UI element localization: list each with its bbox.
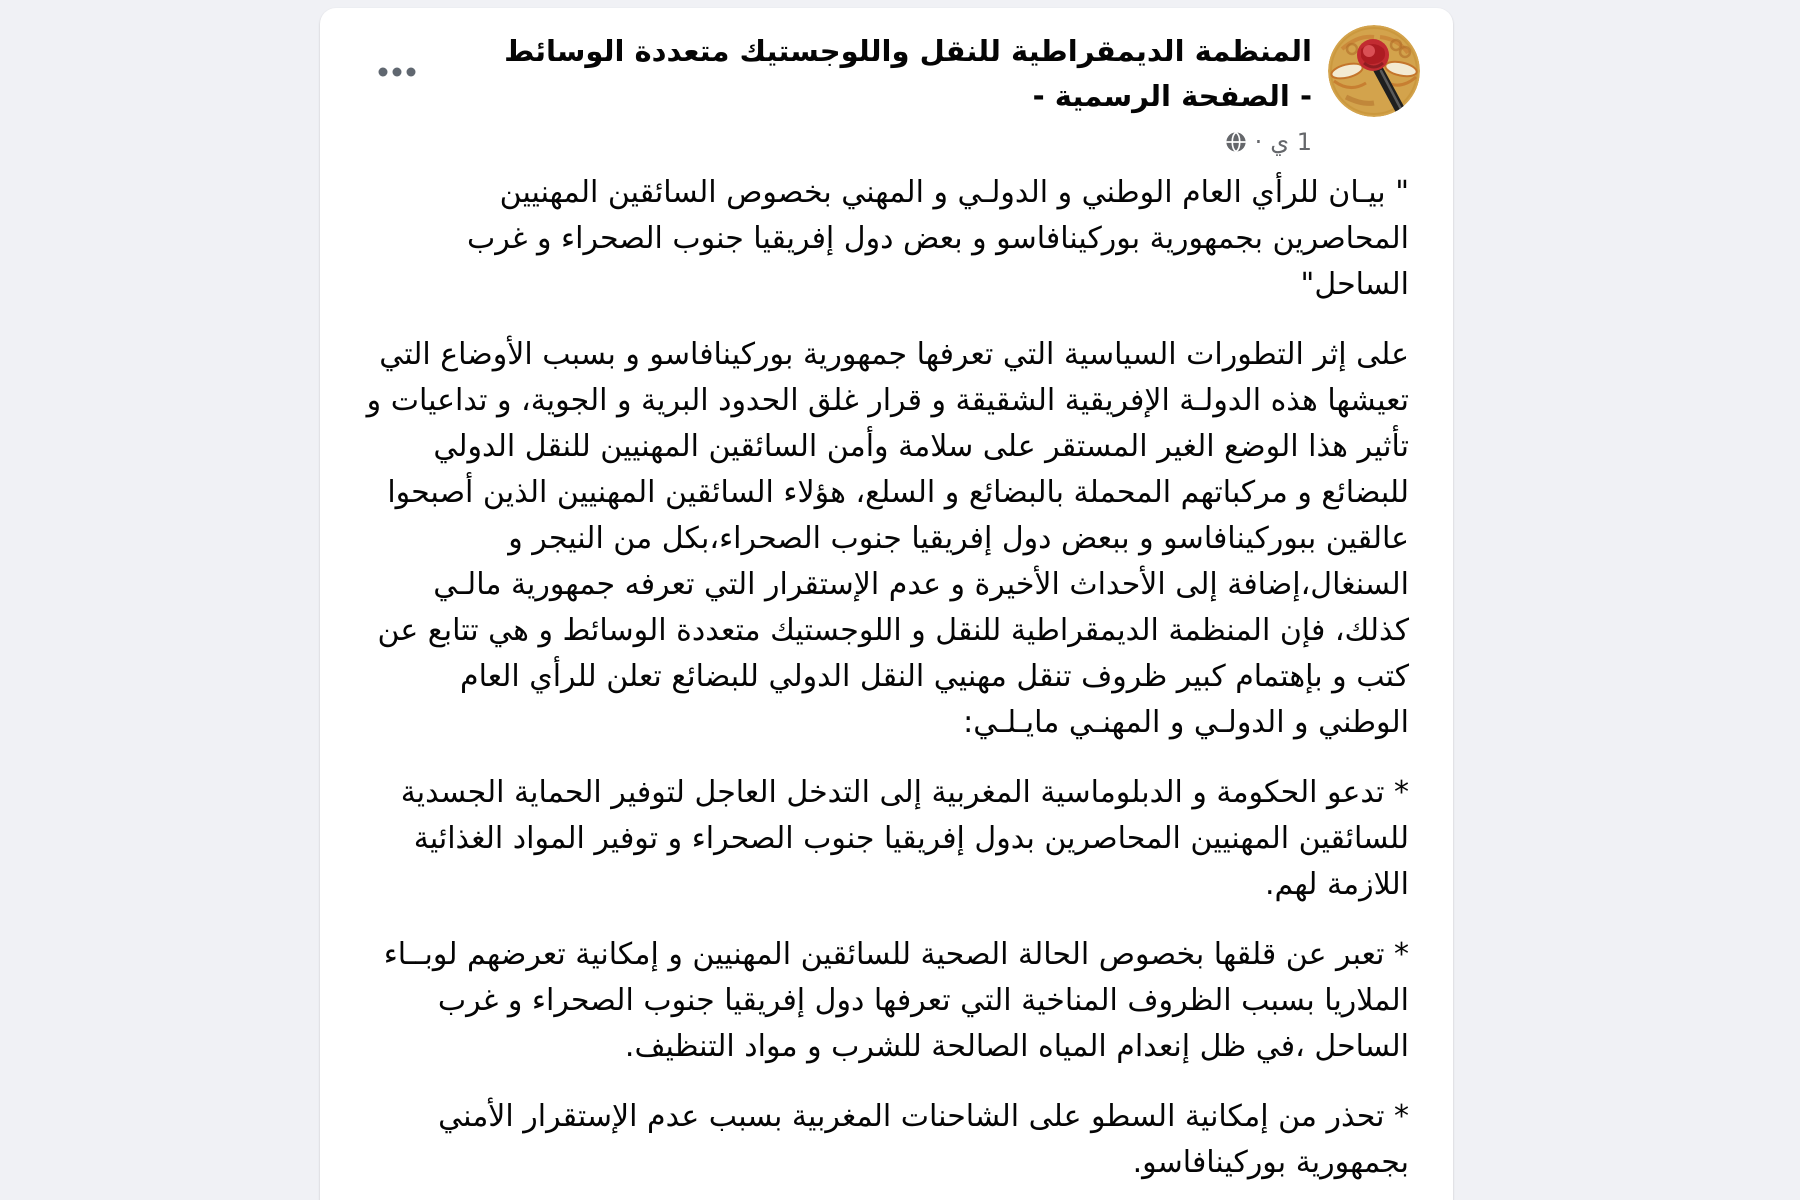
post-paragraph: * تدعو الحكومة و الدبلوماسية المغربية إلى التدخل العاجل لتوفير الحماية الجسدية للسائقين المهنيين المحاصرين بدول إفريقيا جنوب الصحراء و توفير المواد الغذائية اللازمة لهم. (400, 775, 1409, 902)
page-name-link[interactable]: المنظمة الديمقراطية للنقل واللوجستيك متعددة الوسائط - الصفحة الرسمية - (504, 34, 1312, 113)
post-header (320, 8, 1453, 156)
post-paragraph: على إثر التطورات السياسية التي تعرفها جمهورية بوركينافاسو و بسبب الأوضاع التي تعيشها هذه الدولـة الإفريقية الشقيقة و قرار غلق الحدود البرية و الجوية، و تداعيات و تأثير هذا الوضع الغير المستقر على سلامة وأمن السائقين المهنيين للنقل الدولي للبضائع و مركباتهم المحملة بالبضائع و السلع، هؤلاء السائقين المهنيين الذين أصبحوا عالقين ببوركينافاسو و ببعض دول إفريقيا جنوب الصحراء،بكل من النيجر و السنغال،إضافة إلى الأحداث الأخيرة و عدم الإستقرار التي تعرفه جمهورية مالـي كذلك، فإن المنظمة الديمقراطية للنقل و اللوجستيك متعددة الوسائط و هي تتابع عن كتب و بإهتمام كبير ظروف تنقل مهنيي النقل الدولي للبضائع تعلن للرأي العام الوطني و الدولـي و المهنـي مايـلـي: (366, 337, 1409, 740)
globe-icon (1225, 131, 1247, 153)
post-paragraph: * تعبر عن قلقها بخصوص الحالة الصحية للسائقين المهنيين و إمكانية تعرضهم لوبــاء الملاريا بسبب الظروف المناخية التي تعرفها دول إفريقيا جنوب الصحراء و غرب الساحل ،في ظل إنعدام المياه الصالحة للشرب و مواد التنظيف. (383, 937, 1409, 1064)
post-text (320, 156, 1453, 1200)
header-text-block (438, 25, 1312, 156)
ellipsis-icon (378, 67, 416, 77)
more-options-button[interactable] (372, 61, 422, 83)
timestamp[interactable]: 1 ي (1270, 128, 1312, 156)
microphone-logo-icon (1328, 25, 1420, 117)
post-meta-row (438, 128, 1312, 156)
avatar[interactable] (1328, 25, 1420, 117)
facebook-post-card (320, 8, 1453, 1200)
meta-separator: · (1254, 128, 1263, 156)
post-paragraph: " بيـان للرأي العام الوطني و الدولـي و المهني بخصوص السائقين المهنيين المحاصرين بجمهورية بوركينافاسو و بعض دول إفريقيا جنوب الصحراء و غرب الساحل" (467, 175, 1409, 302)
post-paragraph: * تحذر من إمكانية السطو على الشاحنات المغربية بسبب عدم الإستقرار الأمني بجمهورية بوركينافاسو. (438, 1099, 1409, 1180)
